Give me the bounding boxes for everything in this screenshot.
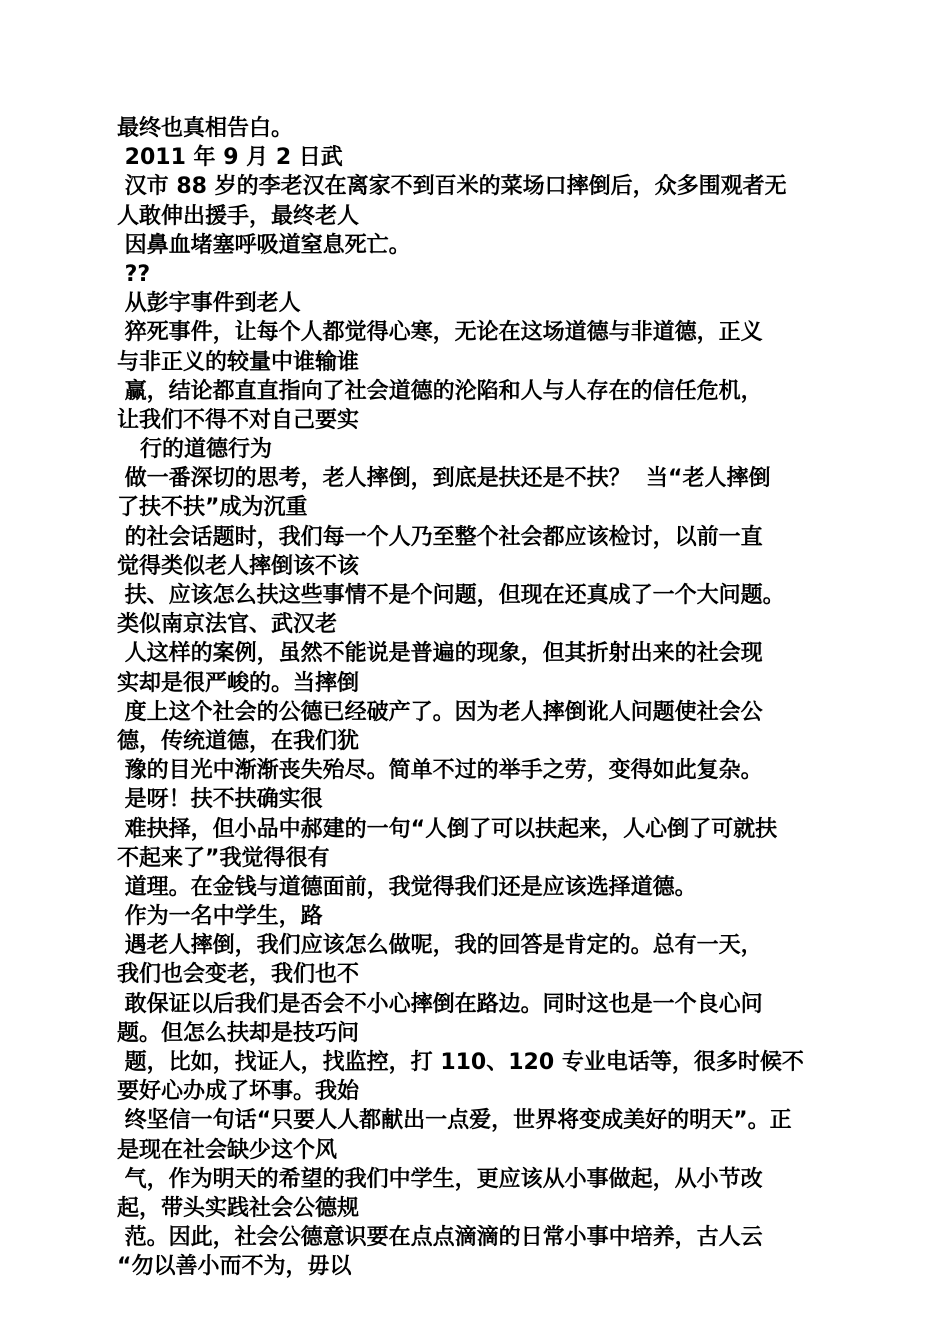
text-line: 做一番深切的思考，老人摔倒，到底是扶还是不扶？ 当“老人摔倒 xyxy=(117,466,771,492)
text-line: 度上这个社会的公德已经破产了。因为老人摔倒讹人问题使社会公 xyxy=(117,699,763,725)
text-line: 人这样的案例，虽然不能说是普遍的现象，但其折射出来的社会现 xyxy=(117,641,763,667)
text-line: 是现在社会缺少这个风 xyxy=(117,1137,338,1163)
text-line: 德，传统道德，在我们犹 xyxy=(117,728,360,754)
text-line: 遇老人摔倒，我们应该怎么做呢，我的回答是肯定的。总有一天， xyxy=(117,933,763,959)
text-line: 猝死事件，让每个人都觉得心寒，无论在这场道德与非道德，正义 xyxy=(117,320,763,346)
essay-text xyxy=(117,114,837,1282)
text-line: 要好心办成了坏事。我始 xyxy=(117,1079,360,1105)
text-line: 行的道德行为 xyxy=(117,437,272,463)
text-line: 扶、应该怎么扶这些事情不是个问题，但现在还真成了一个大问题。 xyxy=(117,583,785,608)
text-line: 我们也会变老，我们也不 xyxy=(117,962,360,988)
text-line: 的社会话题时，我们每一个人乃至整个社会都应该检讨，以前一直 xyxy=(117,524,763,550)
text-line: 题，比如，找证人，找监控，打 110、120 专业电话等，很多时候不 xyxy=(117,1050,804,1075)
text-line: 不起来了”我觉得很有 xyxy=(117,845,330,871)
text-line: “勿以善小而不为，毋以 xyxy=(117,1254,352,1280)
text-line: 敢保证以后我们是否会不小心摔倒在路边。同时这也是一个良心问 xyxy=(117,991,763,1017)
text-line: 终坚信一句话“只要人人都献出一点爱，世界将变成美好的明天”。正 xyxy=(117,1108,792,1134)
text-line: 起，带头实践社会公德规 xyxy=(117,1195,360,1221)
text-line: 是呀！扶不扶确实很 xyxy=(117,787,323,813)
text-line: 题。但怎么扶却是技巧问 xyxy=(117,1020,360,1046)
text-line: 赢，结论都直直指向了社会道德的沦陷和人与人存在的信任危机， xyxy=(117,378,763,404)
text-line: 豫的目光中渐渐丧失殆尽。简单不过的举手之劳，变得如此复杂。 xyxy=(117,758,763,784)
text-line: ?? xyxy=(117,261,151,287)
text-line: 因鼻血堵塞呼吸道窒息死亡。 xyxy=(117,232,411,258)
text-line: 类似南京法官、武汉老 xyxy=(117,612,338,638)
text-line: 人敢伸出援手，最终老人 xyxy=(117,203,360,229)
text-line: 实却是很严峻的。当摔倒 xyxy=(117,670,360,696)
text-line: 难抉择，但小品中郝建的一句“人倒了可以扶起来，人心倒了可就扶 xyxy=(117,816,778,842)
text-line: 道理。在金钱与道德面前，我觉得我们还是应该选择道德。 xyxy=(117,874,697,900)
text-line: 从彭宇事件到老人 xyxy=(117,291,301,317)
text-line: 气，作为明天的希望的我们中学生，更应该从小事做起，从小节改 xyxy=(117,1166,763,1192)
text-line: 最终也真相告白。 xyxy=(117,116,294,141)
text-line: 让我们不得不对自己要实 xyxy=(117,407,360,433)
text-line: 与非正义的较量中谁输谁 xyxy=(117,349,360,375)
text-line: 2011 年 9 月 2 日武 xyxy=(117,145,343,171)
text-line: 了扶不扶”成为沉重 xyxy=(117,495,308,521)
text-line: 觉得类似老人摔倒该不该 xyxy=(117,553,360,579)
text-line: 范。因此，社会公德意识要在点点滴滴的日常小事中培养，古人云 xyxy=(117,1225,763,1251)
text-line: 作为一名中学生，路 xyxy=(117,904,323,930)
text-line: 汉市 88 岁的李老汉在离家不到百米的菜场口摔倒后，众多围观者无 xyxy=(117,174,787,200)
